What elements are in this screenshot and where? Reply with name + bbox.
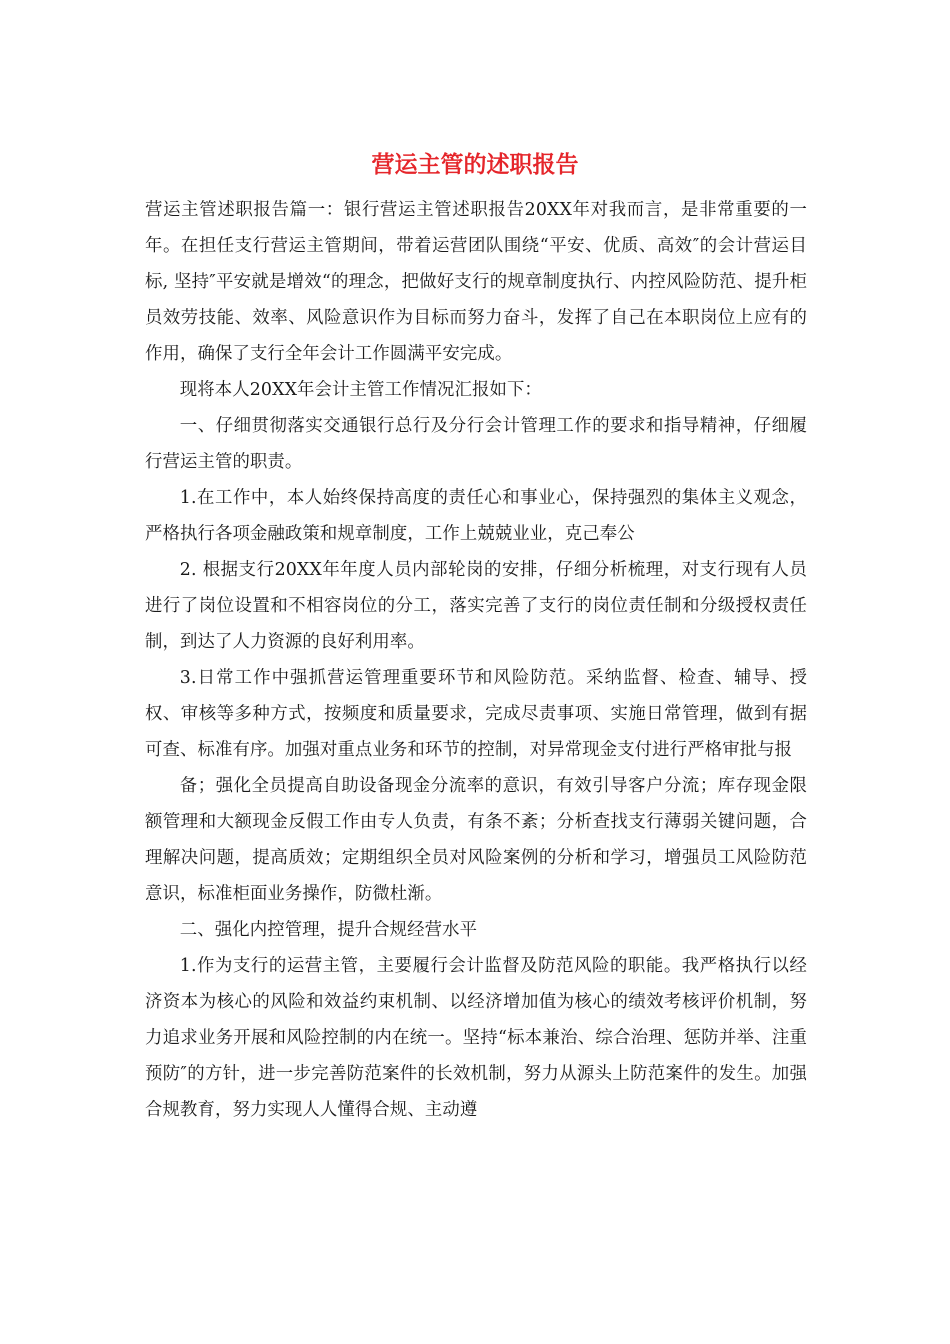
paragraph: 营运主管述职报告篇一：银行营运主管述职报告20XX年对我而言，是非常重要的一年。在担任支行营运主管期间，带着运营团队围绕“平安、优质、高效″的会计营运目标, 坚持″平安就是增效“的理念，把做好支行的规章制度执行、内控风险防范、提升柜员效劳技能、效率、风险意识作为目标而努力奋斗，发挥了自己在本职岗位上应有的作用，确保了支行全年会计工作圆满平安完成。 xyxy=(145,200,807,364)
paragraph: 一、仔细贯彻落实交通银行总行及分行会计管理工作的要求和指导精神，仔细履行营运主管的职责。 xyxy=(145,416,807,472)
paragraph: 现将本人20XX年会计主管工作情况汇报如下： xyxy=(179,380,542,400)
paragraph: 备；强化全员提高自助设备现金分流率的意识，有效引导客户分流；库存现金限额管理和大额现金反假工作由专人负责，有条不紊；分析查找支行薄弱关键问题，合理解决问题，提高质效；定期组织全员对风险案例的分析和学习，增强员工风险防范意识，标准柜面业务操作，防微杜渐。 xyxy=(145,776,807,904)
paragraph: 二、强化内控管理，提升合规经营水平 xyxy=(179,920,478,940)
paragraph: 1.作为支行的运营主管，主要履行会计监督及防范风险的职能。我严格执行以经济资本为核心的风险和效益约束机制、以经济增加值为核心的绩效考核评价机制，努力追求业务开展和风险控制的内在统一。坚持“标本兼治、综合治理、惩防并举、注重预防″的方针，进一步完善防范案件的长效机制，努力从源头上防范案件的发生。加强合规教育，努力实现人人懂得合规、主动遵 xyxy=(145,956,807,1120)
document-body xyxy=(145,192,807,1128)
paragraph: 2. 根据支行20XX年年度人员内部轮岗的安排，仔细分析梳理，对支行现有人员进行了岗位设置和不相容岗位的分工，落实完善了支行的岗位责任制和分级授权责任制，到达了人力资源的良好利用率。 xyxy=(145,560,807,652)
paragraph: 1.在工作中，本人始终保持高度的责任心和事业心，保持强烈的集体主义观念，严格执行各项金融政策和规章制度，工作上兢兢业业，克己奉公 xyxy=(145,488,807,544)
document-title: 营运主管的述职报告 xyxy=(371,152,579,178)
paragraph: 3.日常工作中强抓营运管理重要环节和风险防范。采纳监督、检查、辅导、授权、审核等多种方式，按频度和质量要求，完成尽责事项、实施日常管理，做到有据可查、标准有序。加强对重点业务和环节的控制，对异常现金支付进行严格审批与报 xyxy=(145,668,807,760)
